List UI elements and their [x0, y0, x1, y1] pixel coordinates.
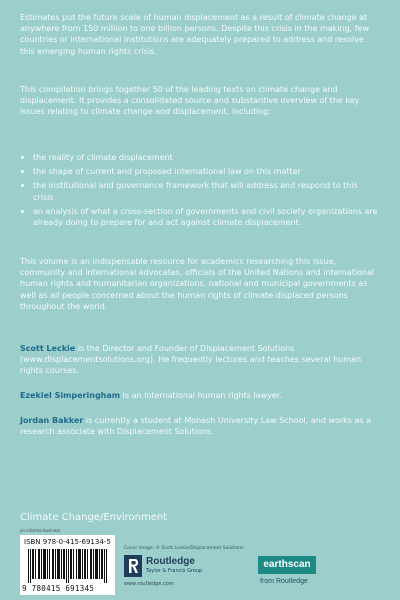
author-name: Ezekiel Simperingham [20, 391, 121, 400]
intro-paragraph: Estimates put the future scale of human displacement as a result of climate change at anywhere from 150 million to one billion persons. Despite this crisis in the making, few countries or international institutions are adequately prepared to address and resolve this emerging human rights crisis. [20, 13, 370, 56]
bullet-icon [21, 170, 24, 173]
bullet-text: an analysis of what a cross-section of governments and civil society organizations are already doing to prepare for and act against climate displacement. [33, 206, 378, 228]
bullet-item [20, 180, 380, 202]
barcode-icon [28, 549, 108, 583]
author-name: Jordan Bakker [20, 416, 84, 425]
barcode-digits: 9 780415 691345 [22, 584, 95, 593]
author-bio-text: is currently a student at Monash University Law School, and works as a research associate with Displacement Solutions. [20, 416, 372, 437]
bullet-item [20, 152, 380, 163]
cover-credit: Cover image: © Scott Leckie/Displacement Solutions. [124, 546, 245, 551]
author-bio-simperingham [20, 390, 380, 401]
barcode-panel [20, 535, 115, 595]
compilation-paragraph: This compilation brings together 50 of the leading texts on climate change and displacement. It provides a consolidated source and substantive overview of the key issues relating to climate change and displacement, including: [20, 85, 360, 117]
bullet-text: the reality of climate displacement [33, 153, 173, 162]
bullet-icon [21, 156, 24, 159]
bullet-icon [21, 184, 24, 187]
bullet-item [20, 166, 380, 177]
bullet-icon [21, 210, 24, 213]
author-name: Scott Leckie [20, 344, 76, 353]
bullet-list [20, 152, 380, 231]
informa-label: an informa business [20, 528, 61, 533]
routledge-r-icon [124, 555, 142, 577]
earthscan-from: from Routledge [260, 578, 308, 585]
author-bio-text: is an international human rights lawyer. [120, 391, 282, 400]
routledge-logo [124, 555, 234, 593]
resource-paragraph: This volume is an indispensable resource for academics researching this issue, community and international advocates, officials of the United Nations and international human rights and humanitarian organizations, national and municipal governments as well as all people concerned about the human rights of climate displaced persons throughout the world. [20, 257, 375, 311]
bullet-text: the shape of current and proposed international law on this matter [33, 167, 301, 177]
category-label: Climate Change/Environment [20, 512, 168, 523]
author-bio-bakker [20, 415, 380, 437]
author-bio-leckie [20, 343, 380, 377]
routledge-url: www.routledge.com [124, 581, 174, 587]
author-bio-text: is the Director and Founder of Displacement Solutions (www.displacementsolutions.org). He frequently lectures and teaches several human rights courses. [20, 344, 362, 376]
routledge-name: Routledge [146, 556, 195, 567]
routledge-subtitle: Taylor & Francis Group [146, 568, 203, 574]
bullet-item [20, 206, 380, 228]
earthscan-logo [258, 556, 320, 594]
earthscan-name: earthscan [258, 556, 316, 574]
isbn-label: ISBN 978-0-415-69134-5 [24, 538, 111, 546]
bullet-text: the institutional and governance framework that will address and respond to this crisis [33, 181, 358, 202]
